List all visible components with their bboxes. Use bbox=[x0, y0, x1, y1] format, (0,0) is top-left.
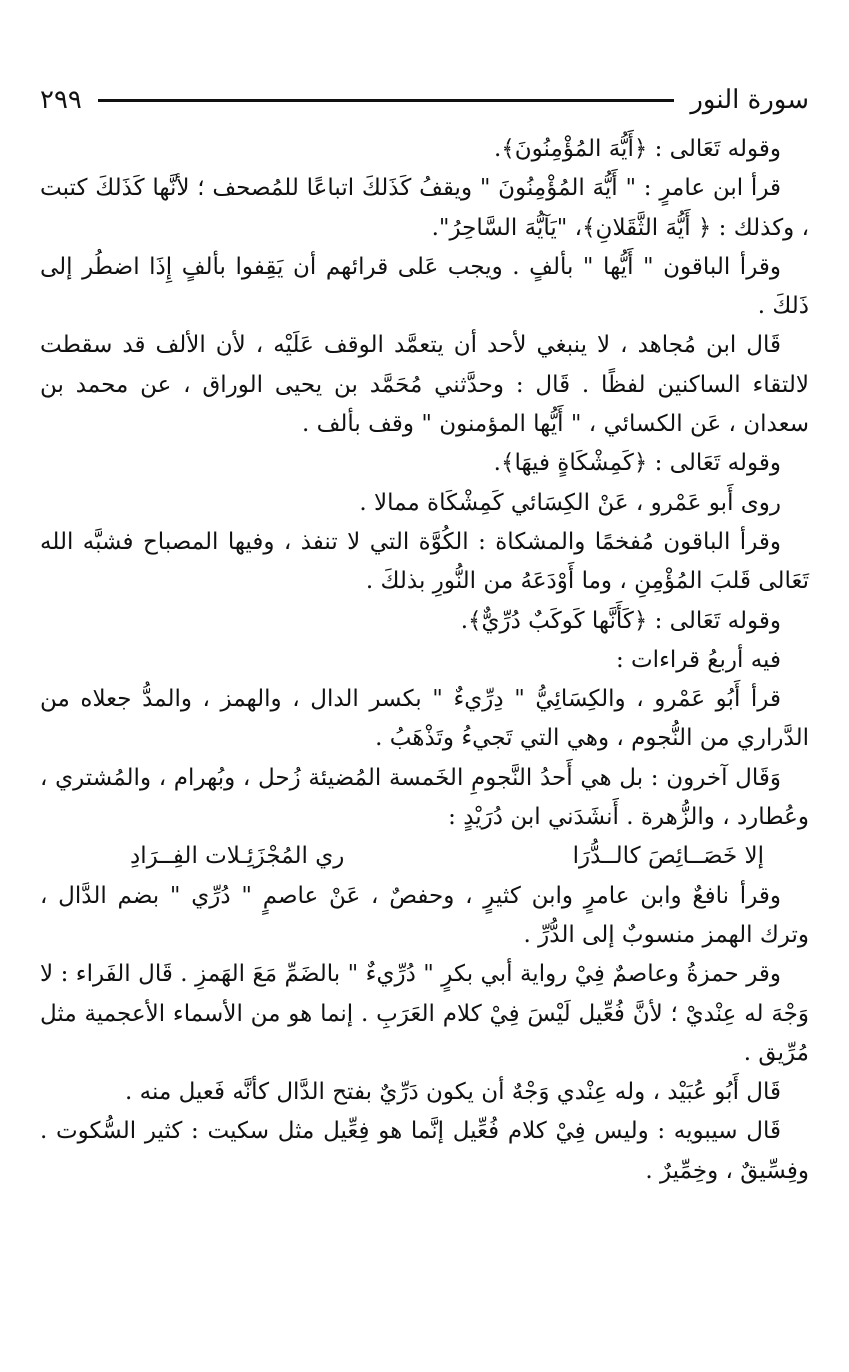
paragraph: وقرأ الباقون " أَيُّها " بألفٍ . ويجب عَلى قرائهم أن يَقِفوا بألفٍ إِذَا اضطُر إلى ذَلكَ . bbox=[40, 253, 809, 320]
paragraph: قرأ ابن عامرٍ : " أَيُّهَ المُؤْمِنُونَ " ويقفُ كَذَلكَ اتباعًا للمُصحف ؛ لأنَّها كَذَلكَ كتبت ، وكذلك : ﴿ أَيُّهَ الثَّقَلانِ﴾، "يَآيُّهَ السَّاحِرُ". bbox=[40, 175, 809, 241]
paragraph: قَال أَبُو عُبَيْد ، وله عِنْدي وَجْهٌ أن يكون دَرِّيٌ بفتح الدَّال كأنَّه فَعيل منه . bbox=[125, 1079, 781, 1106]
paragraph: فيه أربعُ قراءات : bbox=[615, 646, 781, 673]
header-rule bbox=[98, 99, 674, 102]
paragraph: قَال سيبويه : وليس فِيْ كلام فُعِّيل إنَّما هو فِعِّيل مثل سكيت : كثير السُّكوت . وفِسِّيقٌ ، وخِمِّيرٌ . bbox=[40, 1118, 809, 1184]
verse-left-hemistich: ري المُجْزَئِـلات الفِــرَادِ bbox=[130, 843, 345, 870]
page-number: ٢٩٩ bbox=[40, 85, 82, 115]
paragraph: قرأ أَبُو عَمْرو ، والكِسَائِيُّ " دِرِّيءٌ " بكسر الدال ، والهمز ، والمدُّ جعلاه من الدَّراري من النُّجوم ، وهي التي تَجيءُ وتَذْهَبُ . bbox=[40, 686, 809, 752]
paragraph: وقوله تَعَالى : ﴿كَأَنَّها كَوكَبٌ دُرِّيٌّ﴾. bbox=[460, 607, 781, 634]
surah-title: سورة النور bbox=[690, 85, 809, 115]
verse-right-hemistich: إلا خَصَــائِصَ كالــدُّرَا bbox=[572, 843, 764, 870]
paragraph: وقوله تَعَالى : ﴿أَيُّهَ المُؤْمِنُونَ﴾. bbox=[494, 136, 781, 162]
paragraph: وَقَال آخرون : بل هي أَحدُ النَّجومِ الخَمسة المُضيئة زُحل ، وبُهرام ، والمُشتري ، وعُطارد ، والزُّهرة . أَنشَدَني ابن دُرَيْدٍ : bbox=[40, 764, 809, 831]
paragraph: وقرأ نافعٌ وابن عامرٍ وابن كثيرٍ ، وحفصٌ ، عَنْ عاصمٍ " دُرِّي " بضم الدَّال ، وترك الهمز منسوبٌ إلى الدُّرِّ . bbox=[40, 882, 809, 948]
poetry-verse bbox=[40, 837, 809, 876]
page-body bbox=[40, 130, 809, 1191]
paragraph: قَال ابن مُجاهد ، لا ينبغي لأحد أن يتعمَّد الوقف عَلَيْه ، لأن الألف قد سقطت لالتقاء الساكنين لفظًا . قَال : وحدَّثني مُحَمَّد بن يحيى الوراق ، عن محمد بن سعدان ، عَن الكسائي ، " أَيُّها المؤمنون " وقف بألف . bbox=[40, 332, 809, 438]
paragraph: روى أَبو عَمْرو ، عَنْ الكِسَائي كَمِشْكَاة ممالا . bbox=[359, 489, 781, 516]
paragraph: وقوله تَعَالى : ﴿كَمِشْكَاةٍ فيهَا﴾. bbox=[493, 450, 781, 477]
paragraph: وقرأ الباقون مُفخمًا والمشكاة : الكُوَّة التي لا تنفذ ، وفيها المصباح فشبَّه الله تَعَالى قَلبَ المُؤْمِنِ ، وما أَوْدَعَهُ من النُّورِ بذلكَ . bbox=[40, 528, 809, 595]
page-header bbox=[40, 80, 809, 120]
paragraph: وقر حمزةُ وعاصمٌ فِيْ رواية أبي بكرٍ " دُرِّيءٌ " بالضَمِّ مَعَ الهَمزِ . قَال الفَراء : لا وَجْهَ له عِنْديْ ؛ لأنَّ فُعِّيل لَيْسَ فِيْ كلام العَرَبِ . إنما هو من الأسماء الأعجمية مثل مُرِّيق . bbox=[40, 961, 809, 1066]
